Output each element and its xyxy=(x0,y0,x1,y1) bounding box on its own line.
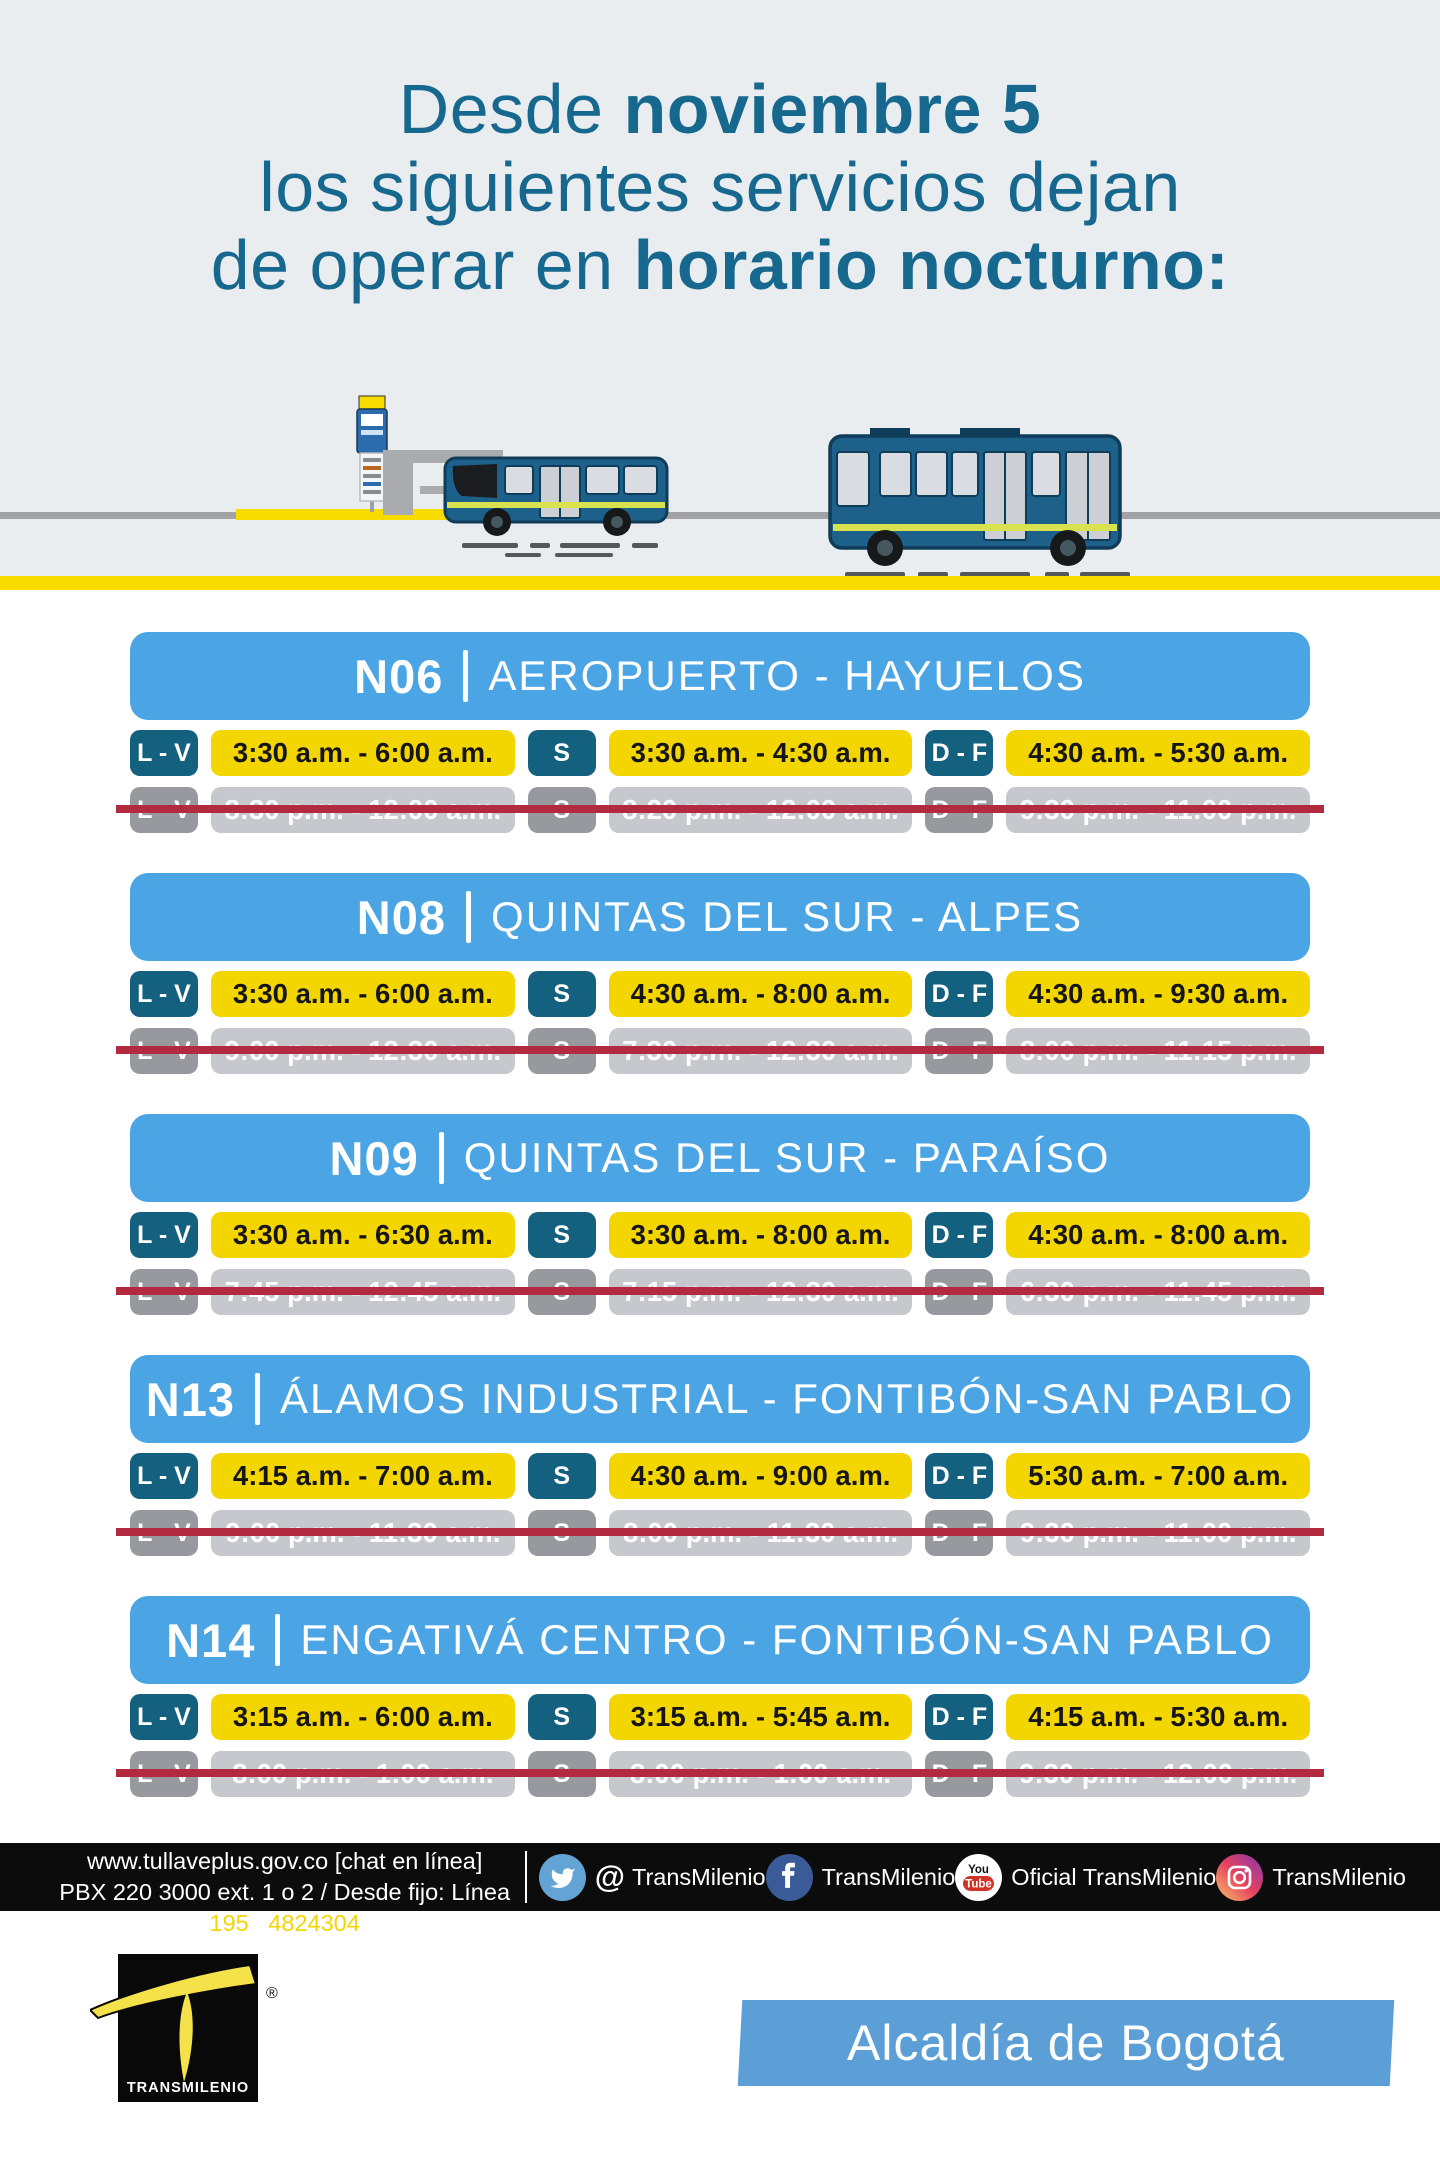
route-code: N08 xyxy=(356,890,447,944)
phone-line: PBX 220 3000 ext. 1 o 2 / Desde fijo: Línea 195 / 4824304 xyxy=(59,1879,511,1936)
route-code: N09 xyxy=(329,1131,419,1185)
svg-text:®: ® xyxy=(266,1985,278,2002)
contact-info xyxy=(50,1815,519,1939)
strikethrough-line xyxy=(116,805,1324,813)
cancelled-night-schedule-row xyxy=(130,1269,1310,1315)
day-badge: D - F xyxy=(925,971,993,1017)
strikethrough-line xyxy=(116,1046,1324,1054)
route-header xyxy=(130,1114,1310,1202)
social-instagram xyxy=(1216,1854,1406,1901)
road-line xyxy=(0,512,1440,519)
transmilenio-logo xyxy=(90,1952,280,2107)
svg-text:TRANSMILENIO: TRANSMILENIO xyxy=(126,2080,250,2096)
route-code: N06 xyxy=(354,649,444,703)
title-line-2: los siguientes servicios dejan xyxy=(259,148,1181,226)
day-badge: S xyxy=(528,730,596,776)
twitter-icon xyxy=(539,1854,586,1901)
morning-schedule-row xyxy=(130,1212,1310,1258)
time-pill: 3:30 a.m. - 8:00 a.m. xyxy=(609,1212,913,1258)
route-header xyxy=(130,873,1310,961)
time-pill: 3:15 a.m. - 5:45 a.m. xyxy=(609,1694,913,1740)
footer-divider xyxy=(525,1851,526,1903)
strikethrough-line xyxy=(116,1769,1324,1777)
route-header xyxy=(130,632,1310,720)
day-badge: L - V xyxy=(130,1453,198,1499)
day-badge: S xyxy=(528,971,596,1017)
time-pill: 4:15 a.m. - 5:30 a.m. xyxy=(1006,1694,1310,1740)
footer-contact-bar xyxy=(0,1817,1440,1936)
time-pill: 4:30 a.m. - 9:00 a.m. xyxy=(609,1453,913,1499)
websites-line: www.transmilenio.gov.co / www.tullaveplus.gov.co [chat en línea] xyxy=(86,1817,483,1874)
small-bus-motion-dashes xyxy=(462,543,658,557)
route-pipe-divider xyxy=(255,1373,260,1425)
day-badge: D - F xyxy=(925,1694,993,1740)
time-pill: 3:30 a.m. - 6:00 a.m. xyxy=(211,730,515,776)
route-name: QUINTAS DEL SUR - PARAÍSO xyxy=(463,1134,1111,1181)
cancelled-night-schedule-row xyxy=(130,787,1310,833)
route-pipe-divider xyxy=(275,1614,280,1666)
alcaldia-banner xyxy=(738,2000,1395,2086)
time-pill: 4:30 a.m. - 8:00 a.m. xyxy=(1006,1212,1310,1258)
route-code: N14 xyxy=(166,1613,256,1667)
time-pill: 4:30 a.m. - 9:30 a.m. xyxy=(1006,971,1310,1017)
day-badge: D - F xyxy=(925,1212,993,1258)
morning-schedule-row xyxy=(130,1694,1310,1740)
time-pill: 3:30 a.m. - 4:30 a.m. xyxy=(609,730,913,776)
svg-text:Tube: Tube xyxy=(965,1878,993,1890)
route-section xyxy=(130,1596,1310,1797)
route-pipe-divider xyxy=(463,650,468,702)
morning-schedule-row xyxy=(130,1453,1310,1499)
day-badge: L - V xyxy=(130,971,198,1017)
facebook-icon xyxy=(766,1854,813,1901)
bus-illustration xyxy=(0,0,1440,590)
strikethrough-line xyxy=(116,1528,1324,1536)
day-badge: L - V xyxy=(130,1694,198,1740)
linea-number: 195 xyxy=(209,1910,249,1936)
route-section xyxy=(130,632,1310,833)
day-badge: S xyxy=(528,1694,596,1740)
route-name: AEROPUERTO - HAYUELOS xyxy=(488,652,1086,699)
day-badge: L - V xyxy=(130,730,198,776)
title-line-1: Desde noviembre 5 xyxy=(398,70,1042,148)
youtube-icon xyxy=(955,1854,1002,1901)
time-pill: 4:30 a.m. - 8:00 a.m. xyxy=(609,971,913,1017)
social-facebook-label: TransMilenio xyxy=(821,1863,956,1890)
phone-number: 4824304 xyxy=(268,1910,360,1936)
cancelled-night-schedule-row xyxy=(130,1510,1310,1556)
svg-text:You: You xyxy=(968,1863,990,1876)
yellow-band xyxy=(0,576,1440,590)
time-pill: 5:30 a.m. - 7:00 a.m. xyxy=(1006,1453,1310,1499)
big-bus xyxy=(830,428,1120,566)
route-name: QUINTAS DEL SUR - ALPES xyxy=(491,893,1084,940)
route-name: ENGATIVÁ CENTRO - FONTIBÓN-SAN PABLO xyxy=(300,1616,1274,1663)
morning-schedule-row xyxy=(130,971,1310,1017)
route-section xyxy=(130,873,1310,1074)
route-header xyxy=(130,1596,1310,1684)
time-pill: 3:30 a.m. - 6:30 a.m. xyxy=(211,1212,515,1258)
social-links xyxy=(539,1854,1440,1901)
social-instagram-label: TransMilenio xyxy=(1272,1863,1406,1890)
route-section xyxy=(130,1114,1310,1315)
morning-schedule-row xyxy=(130,730,1310,776)
social-youtube xyxy=(955,1854,1216,1901)
route-pipe-divider xyxy=(466,891,471,943)
hero-section xyxy=(0,0,1440,590)
day-badge: D - F xyxy=(925,1453,993,1499)
social-twitter xyxy=(539,1854,766,1901)
day-badge: S xyxy=(528,1453,596,1499)
small-bus xyxy=(445,458,667,536)
route-pipe-divider xyxy=(439,1132,444,1184)
day-badge: L - V xyxy=(130,1212,198,1258)
route-header xyxy=(130,1355,1310,1443)
cancelled-night-schedule-row xyxy=(130,1751,1310,1797)
bus-stop-sign xyxy=(357,396,387,512)
routes-list xyxy=(130,632,1310,1837)
time-pill: 3:15 a.m. - 6:00 a.m. xyxy=(211,1694,515,1740)
title-line-3: de operar en horario nocturno: xyxy=(210,226,1230,304)
time-pill: 4:15 a.m. - 7:00 a.m. xyxy=(211,1453,515,1499)
strikethrough-line xyxy=(116,1287,1324,1295)
route-code: N13 xyxy=(145,1372,236,1426)
at-symbol: @ xyxy=(594,1859,625,1894)
route-name: ÁLAMOS INDUSTRIAL - FONTIBÓN-SAN PABLO xyxy=(280,1375,1295,1422)
time-pill: 3:30 a.m. - 6:00 a.m. xyxy=(211,971,515,1017)
time-pill: 4:30 a.m. - 5:30 a.m. xyxy=(1006,730,1310,776)
social-youtube-label: Oficial TransMilenio xyxy=(1011,1863,1217,1890)
cancelled-night-schedule-row xyxy=(130,1028,1310,1074)
day-badge: S xyxy=(528,1212,596,1258)
day-badge: D - F xyxy=(925,730,993,776)
social-twitter-label: TransMilenio xyxy=(631,1863,766,1890)
route-section xyxy=(130,1355,1310,1556)
social-facebook xyxy=(766,1854,956,1901)
instagram-icon xyxy=(1216,1854,1263,1901)
alcaldia-banner-label: Alcaldía de Bogotá xyxy=(847,2015,1285,2071)
